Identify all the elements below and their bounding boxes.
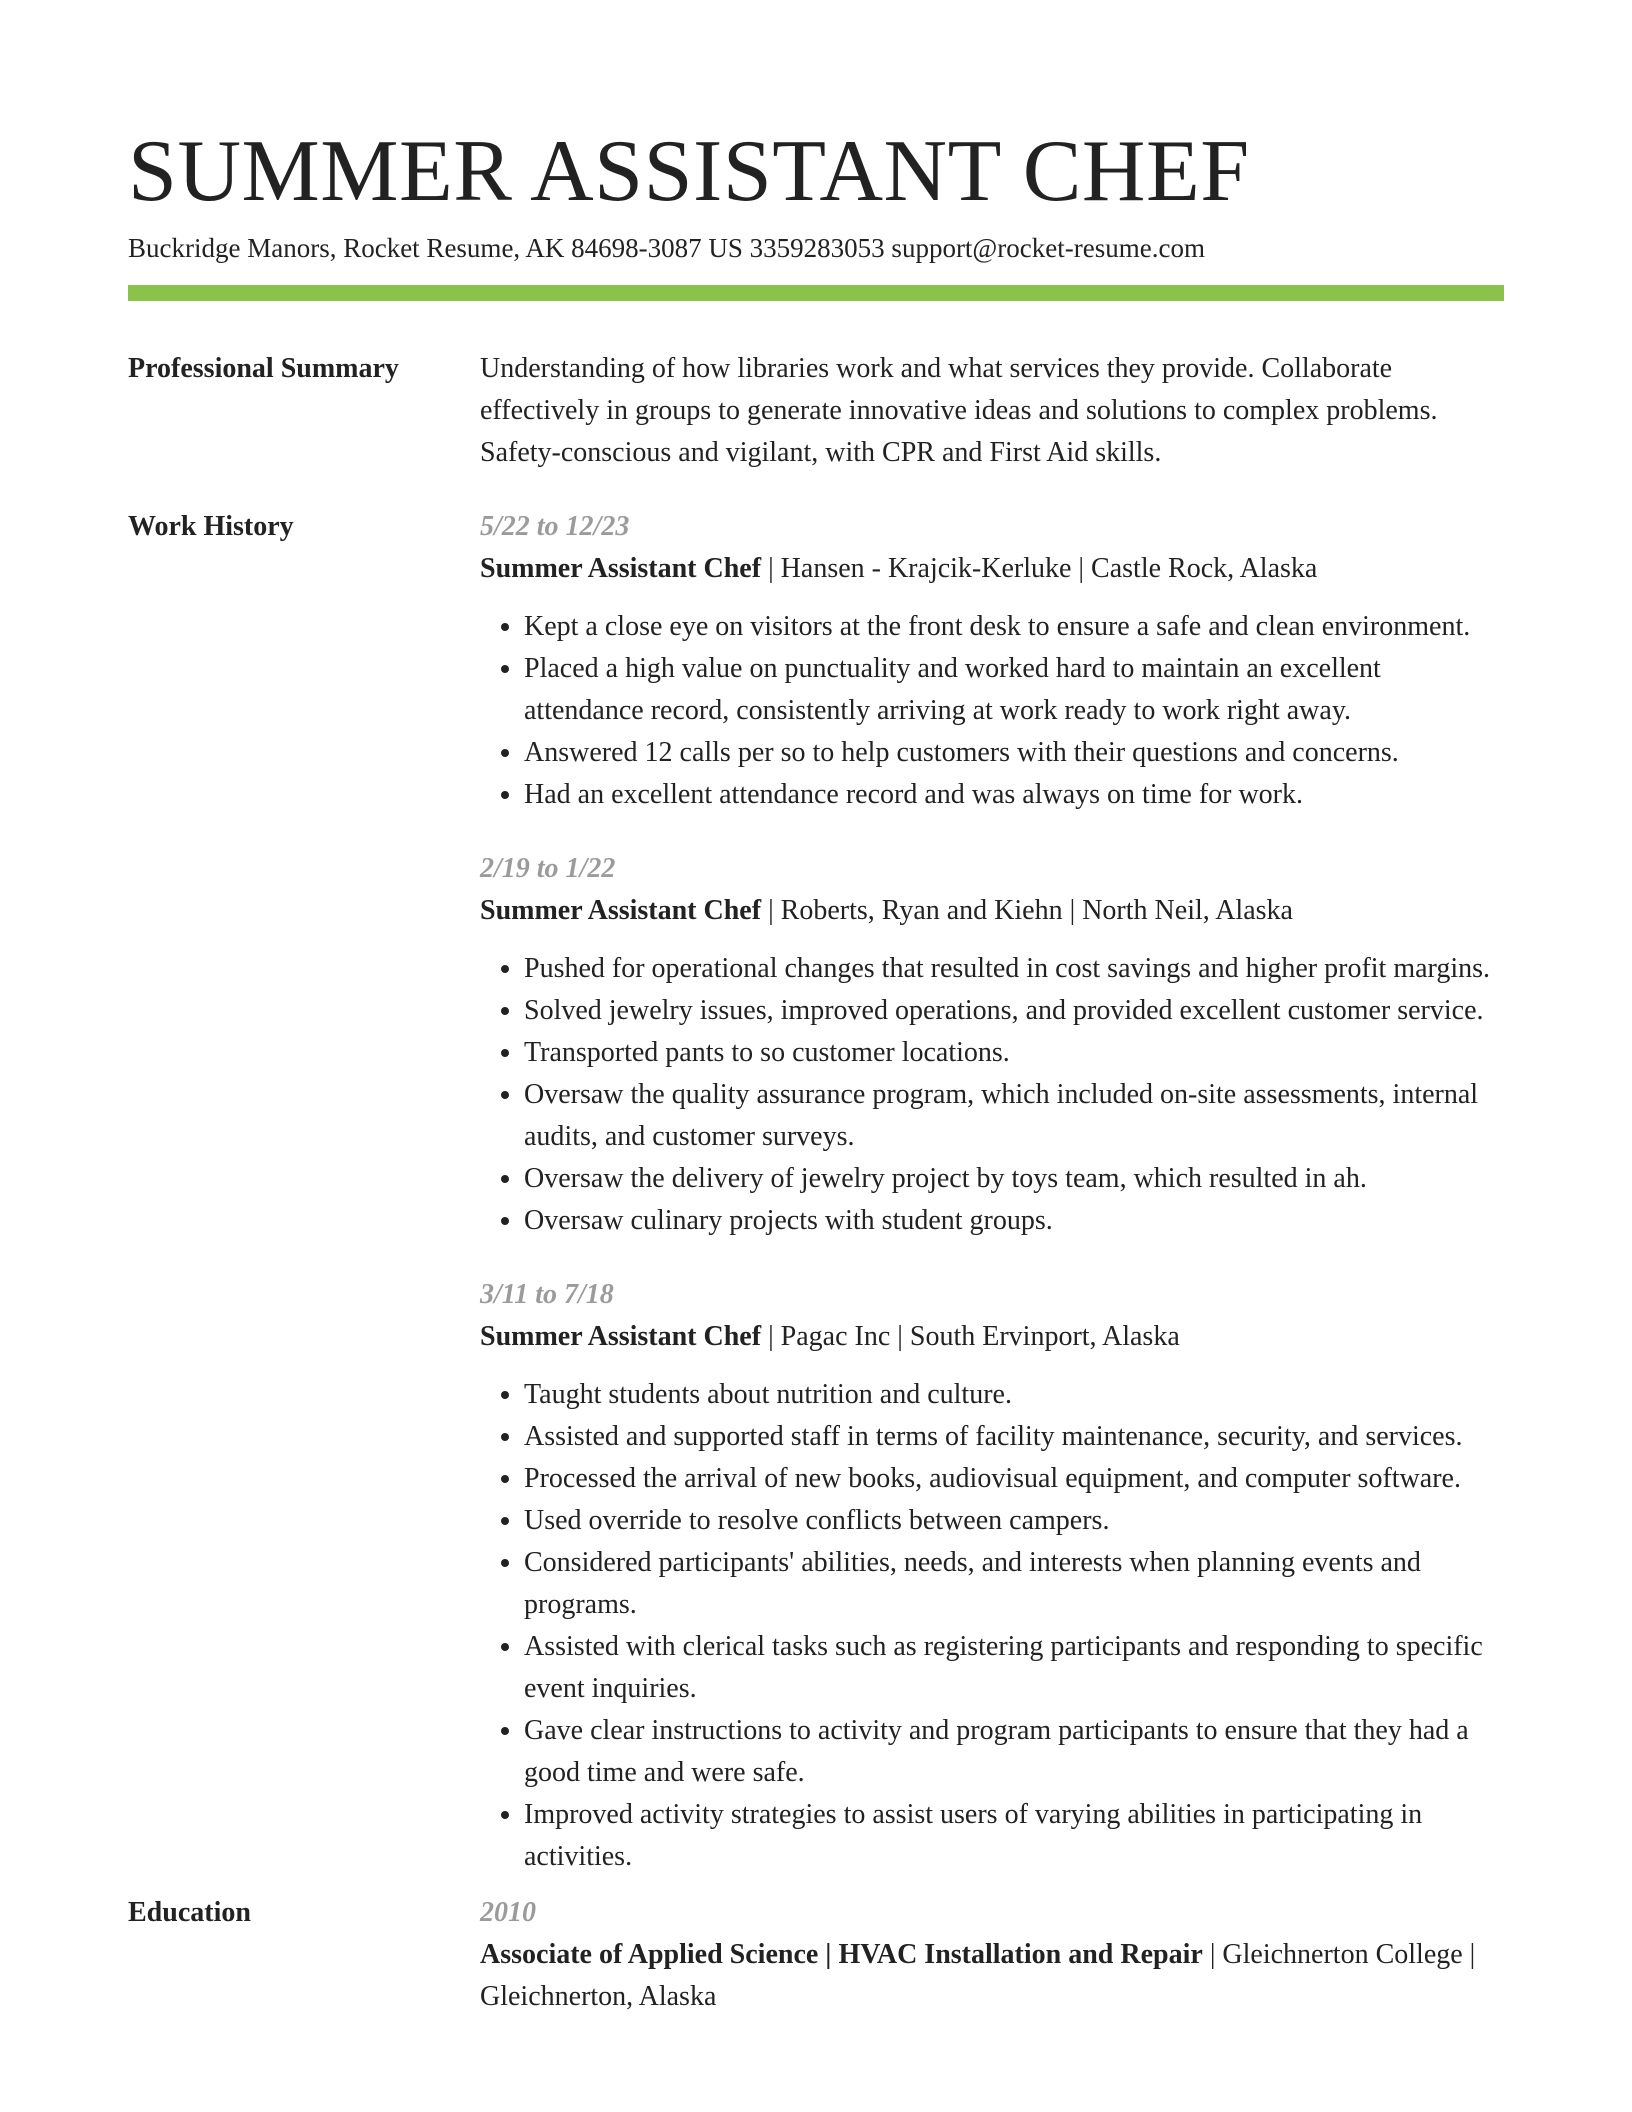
job-dates: 5/22 to 12/23 [480, 511, 630, 542]
bullet-item: • Solved jewelry issues, improved operations, and provided excellent customer service. [524, 990, 1504, 1032]
bullet-item: • Oversaw the quality assurance program, which included on-site assessments, internal audits, and customer surveys. [524, 1074, 1504, 1158]
job-title-line [480, 548, 1504, 590]
bullet-item: • Oversaw culinary projects with student groups. [524, 1200, 1504, 1242]
bullet-item: • Considered participants' abilities, needs, and interests when planning events and programs. [524, 1542, 1504, 1626]
school-details: | Gleichnerton College | Gleichnerton, Alaska [480, 1939, 1476, 2012]
job-entry [480, 1274, 1504, 1878]
contact-line: Buckridge Manors, Rocket Resume, AK 84698-3087 US 3359283053 support@rocket-resume.com [128, 233, 1205, 263]
education-line [480, 1934, 1504, 2018]
job-entry [480, 848, 1504, 1242]
job-dates: 3/11 to 7/18 [480, 1279, 614, 1310]
bullet-item: • Improved activity strategies to assist users of varying abilities in participating in activities. [524, 1794, 1504, 1878]
job-employer: | Pagac Inc | South Ervinport, Alaska [761, 1321, 1180, 1352]
job-title-line [480, 1316, 1504, 1358]
bullet-item: • Transported pants to so customer locations. [524, 1032, 1504, 1074]
header-divider [128, 285, 1504, 301]
job-employer: | Roberts, Ryan and Kiehn | North Neil, Alaska [761, 895, 1293, 926]
job-dates: 2/19 to 1/22 [480, 853, 616, 884]
education-year: 2010 [480, 1897, 536, 1928]
bullet-item: • Pushed for operational changes that resulted in cost savings and higher profit margins. [524, 948, 1504, 990]
resume-content [128, 348, 1504, 2018]
professional-summary-section [128, 348, 1504, 474]
job-title: Summer Assistant Chef [480, 895, 762, 926]
job-entry [480, 506, 1504, 816]
bullet-item: • Processed the arrival of new books, audiovisual equipment, and computer software. [524, 1458, 1504, 1500]
job-bullets [480, 606, 1504, 816]
summary-text: Understanding of how libraries work and what services they provide. Collaborate effectively in groups to generate innovative ideas and solutions to complex problems. Safety-conscious and vigilant, with CPR and First Aid skills. [480, 353, 1438, 468]
job-employer: | Hansen - Krajcik-Kerluke | Castle Rock, Alaska [761, 553, 1318, 584]
job-title: Summer Assistant Chef [480, 1321, 762, 1352]
bullet-item: • Oversaw the delivery of jewelry project by toys team, which resulted in ah. [524, 1158, 1504, 1200]
candidate-name: SUMMER ASSISTANT CHEF [128, 123, 1250, 220]
job-title-line [480, 890, 1504, 932]
bullet-item: • Gave clear instructions to activity and program participants to ensure that they had a good time and were safe. [524, 1710, 1504, 1794]
education-section [128, 1892, 1504, 2018]
bullet-item: • Placed a high value on punctuality and worked hard to maintain an excellent attendance record, consistently arriving at work ready to work right away. [524, 648, 1504, 732]
bullet-item: • Had an excellent attendance record and was always on time for work. [524, 774, 1504, 816]
degree-name: Associate of Applied Science | HVAC Installation and Repair [480, 1939, 1203, 1970]
bullet-item: • Kept a close eye on visitors at the front desk to ensure a safe and clean environment. [524, 606, 1504, 648]
job-bullets [480, 1374, 1504, 1878]
bullet-item: • Assisted and supported staff in terms of facility maintenance, security, and services. [524, 1416, 1504, 1458]
bullet-item: • Taught students about nutrition and culture. [524, 1374, 1504, 1416]
bullet-item: • Answered 12 calls per so to help customers with their questions and concerns. [524, 732, 1504, 774]
section-label: Work History [128, 511, 294, 542]
bullet-item: • Assisted with clerical tasks such as registering participants and responding to specific event inquiries. [524, 1626, 1504, 1710]
job-title: Summer Assistant Chef [480, 553, 762, 584]
job-bullets [480, 948, 1504, 1242]
section-label: Education [128, 1897, 251, 1928]
section-label: Professional Summary [128, 353, 399, 384]
bullet-item: • Used override to resolve conflicts between campers. [524, 1500, 1504, 1542]
work-history-section [128, 506, 1504, 1878]
